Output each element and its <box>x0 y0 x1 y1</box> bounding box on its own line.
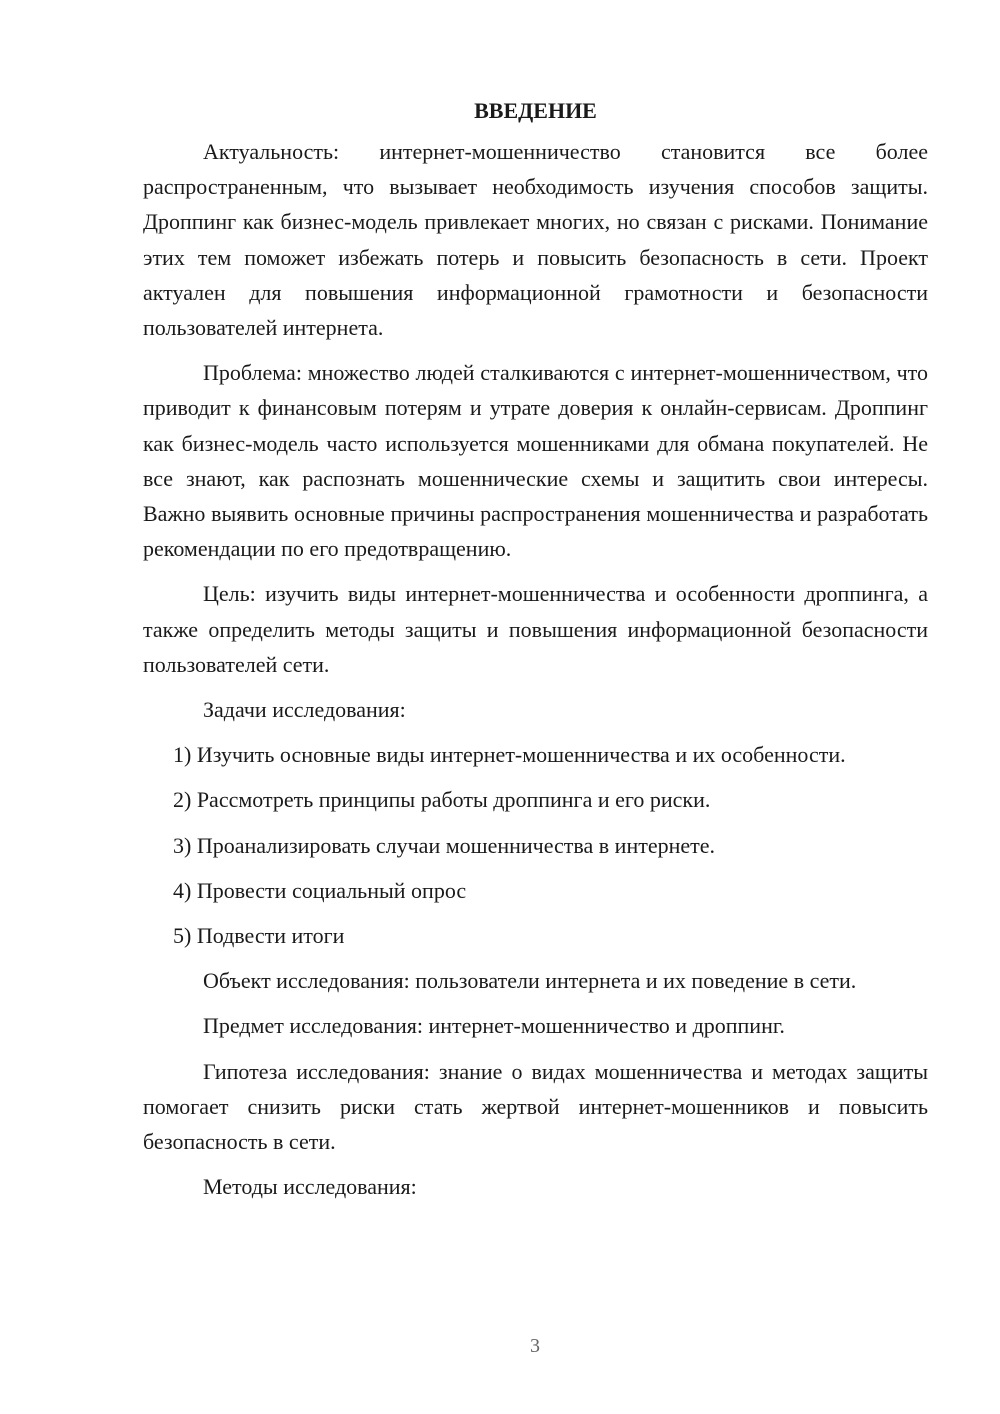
problem-paragraph: Проблема: множество людей сталкиваются с интернет-мошенничеством, что приводит к финансовым потерям и утрате доверия к онлайн-сервисам. Дроппинг как бизнес-модель часто используется мошенниками для обмана покупателей. Не все знают, как распознать мошеннические схемы и защитить свои интересы. Важно выявить основные причины распространения мошенничества и разработать рекомендации по его предотвращению. <box>143 360 928 562</box>
list-item: 1) Изучить основные виды интернет-мошенничества и их особенности. <box>173 742 846 768</box>
methods-heading: Методы исследования: <box>203 1174 417 1200</box>
list-item: 5) Подвести итоги <box>173 923 345 949</box>
page-number: 3 <box>530 1335 540 1357</box>
hypothesis-paragraph: Гипотеза исследования: знание о видах мошенничества и методах защиты помогает снизить риски стать жертвой интернет-мошенников и повысить безопасность в сети. <box>143 1058 928 1155</box>
task-list <box>143 737 928 953</box>
tasks-heading: Задачи исследования: <box>203 697 406 723</box>
relevance-paragraph: Актуальность: интернет-мошенничество становится все более распространенным, что вызывает необходимость изучения способов защиты. Дроппинг как бизнес-модель привлекает многих, но связан с рисками. Понимание этих тем поможет избежать потерь и повысить безопасность в сети. Проект актуален для повышения информационной грамотности и безопасности пользователей интернета. <box>143 139 928 341</box>
list-item: 3) Проанализировать случаи мошенничества в интернете. <box>173 832 716 858</box>
goal-paragraph: Цель: изучить виды интернет-мошенничества и особенности дроппинга, а также определить методы защиты и повышения информационной безопасности пользователей сети. <box>143 581 928 677</box>
list-item: 4) Провести социальный опрос <box>173 877 467 903</box>
object-paragraph: Объект исследования: пользователи интернета и их поведение в сети. <box>203 968 857 994</box>
page-content <box>143 97 928 1214</box>
page-title: ВВЕДЕНИЕ <box>474 98 597 123</box>
subject-paragraph: Предмет исследования: интернет-мошенничество и дроппинг. <box>203 1013 785 1039</box>
list-item: 2) Рассмотреть принципы работы дроппинга и его риски. <box>173 787 711 813</box>
